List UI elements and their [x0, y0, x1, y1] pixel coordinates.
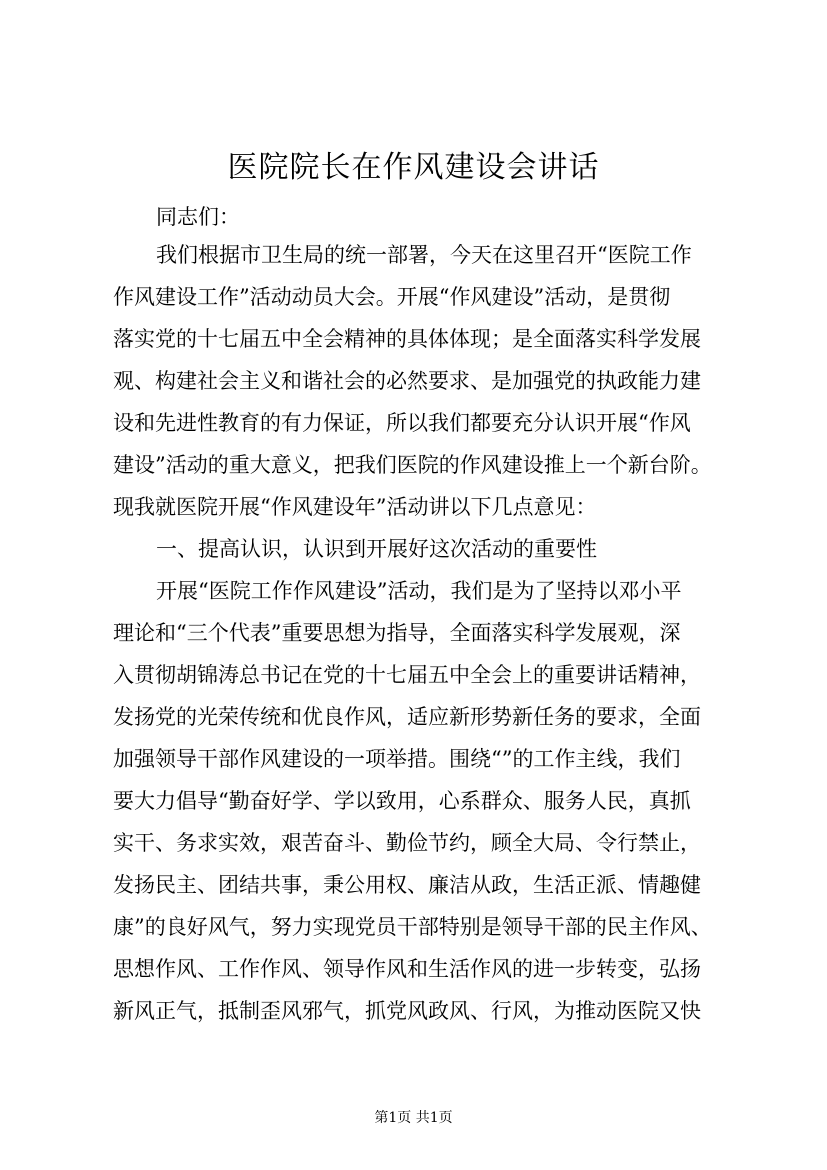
body-line: 新风正气，抵制歪风邪气，抓党风政风、行风，为推动医院又快 [113, 999, 701, 1023]
body-line: 入贯彻胡锦涛总书记在党的十七届五中全会上的重要讲话精神， [113, 663, 701, 687]
body-line: 实干、务求实效，艰苦奋斗、勤俭节约，顾全大局、令行禁止， [113, 831, 701, 855]
section-heading: 一、提高认识，认识到开展好这次活动的重要性 [156, 537, 597, 561]
body-line: 建设”活动的重大意义，把我们医院的作风建设推上一个新台阶。 [113, 453, 712, 477]
body-line: 康”的良好风气，努力实现党员干部特别是领导干部的民主作风、 [113, 915, 712, 939]
body-line: 发扬党的光荣传统和优良作风，适应新形势新任务的要求，全面 [113, 705, 701, 729]
body-line: 落实党的十七届五中全会精神的具体体现；是全面落实科学发展 [113, 327, 701, 351]
body-line: 现我就医院开展“作风建设年”活动讲以下几点意见： [113, 495, 597, 519]
body-line: 我们根据市卫生局的统一部署，今天在这里召开“医院工作 [156, 243, 692, 267]
body-line: 发扬民主、团结共事，秉公用权、廉洁从政，生活正派、情趣健 [113, 873, 701, 897]
body-line: 开展“医院工作作风建设”活动，我们是为了坚持以邓小平 [156, 579, 682, 603]
body-line: 作风建设工作”活动动员大会。开展“作风建设”活动，是贯彻 [113, 285, 671, 309]
salutation: 同志们： [156, 205, 240, 229]
body-line: 思想作风、工作作风、领导作风和生活作风的进一步转变，弘扬 [113, 957, 701, 981]
body-line: 观、构建社会主义和谐社会的必然要求、是加强党的执政能力建 [113, 369, 701, 393]
body-line: 加强领导干部作风建设的一项举措。围绕“”的工作主线，我们 [113, 747, 681, 771]
body-line: 理论和“三个代表”重要思想为指导，全面落实科学发展观，深 [113, 621, 681, 645]
body-line: 要大力倡导“勤奋好学、学以致用，心系群众、服务人民，真抓 [113, 789, 691, 813]
body-line: 设和先进性教育的有力保证，所以我们都要充分认识开展“作风 [113, 411, 691, 435]
document-title: 医院院长在作风建设会讲话 [227, 150, 600, 185]
page-number: 第1页 共1页 [374, 1110, 453, 1126]
